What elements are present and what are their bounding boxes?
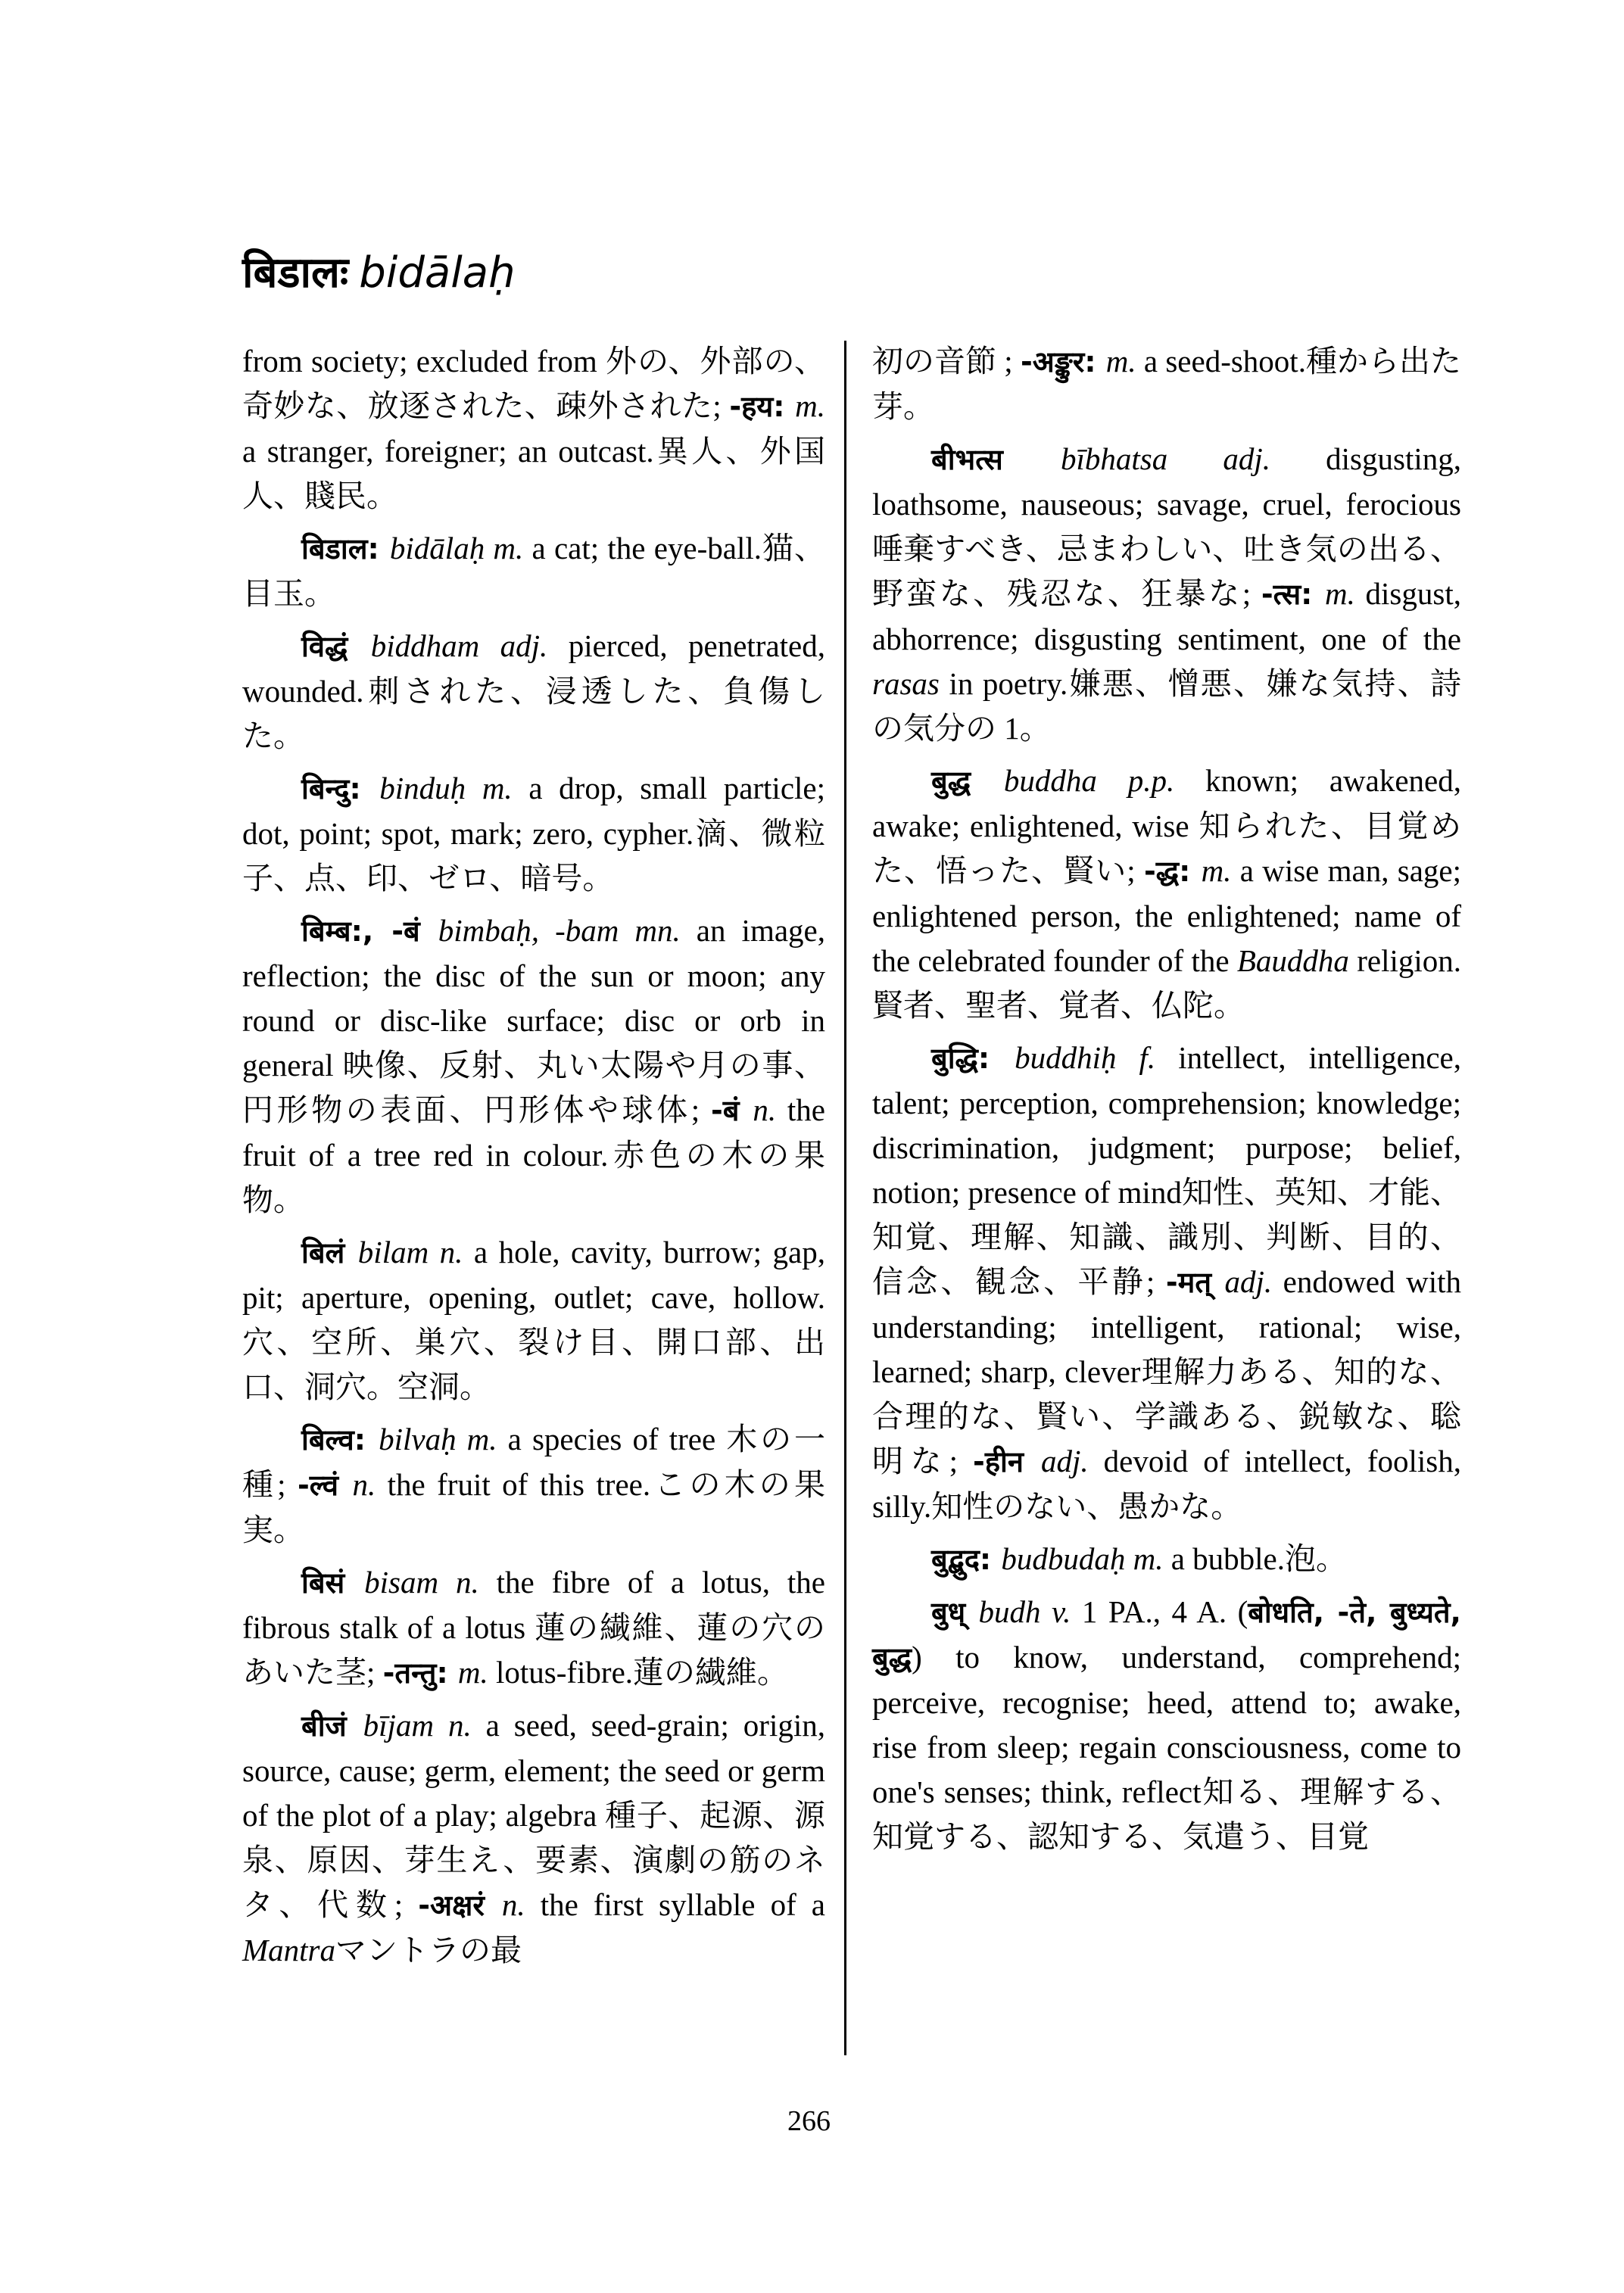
entry-text: 1 PA., 4 A. ( <box>1071 1594 1248 1629</box>
dictionary-entry <box>242 624 825 759</box>
entry-headword: -अङ्कुर: <box>1020 345 1106 379</box>
entry-text: a stranger, foreigner; an outcast.異人、外国人、賤民。 <box>242 434 825 513</box>
entry-headword: विद्धं <box>301 630 371 663</box>
entry-headword: बिन्दु: <box>301 772 380 805</box>
entry-headword: बिल्व: <box>301 1423 379 1456</box>
entry-text: ) to know, understand, comprehend; perceive, recognise; heed, attend to; awake, rise from sleep; regain consciousness, come to one's senses; think, reflect知る、理解する、知覚する、認知する、気遣う、目覚 <box>872 1640 1461 1854</box>
column-divider <box>844 341 846 2055</box>
entry-text: religion.賢者、聖者、覚者、仏陀。 <box>872 943 1461 1023</box>
entry-italic-text: m. <box>457 1655 488 1690</box>
entry-headword: -तन्तु: <box>382 1656 458 1690</box>
entry-italic-text: rasas <box>872 666 940 701</box>
dictionary-entry <box>872 759 1461 1028</box>
entry-text: a species of tree 木の一種; <box>242 1422 825 1502</box>
entry-headword: -मत् <box>1165 1266 1225 1299</box>
entry-headword: बिडाल: <box>301 532 390 565</box>
entry-text: a bubble.泡。 <box>1163 1541 1347 1576</box>
dictionary-entry <box>242 1230 825 1410</box>
entry-headword: बिलं <box>301 1236 358 1270</box>
entry-headword: बीभत्स <box>931 443 1061 476</box>
entry-text: the fibre of a lotus, the fibrous stalk of a lotus 蓮の繊維、蓮の穴のあいた茎; <box>242 1565 825 1690</box>
entry-italic-text: m. <box>795 388 826 423</box>
entry-headword: -ल्वं <box>298 1469 353 1502</box>
dictionary-entry <box>242 908 825 1223</box>
entry-italic-text: biddham adj. <box>370 628 548 663</box>
entry-italic-text: n. <box>352 1467 376 1502</box>
running-head-roman: bidālaḥ <box>359 248 516 298</box>
dictionary-entry <box>242 526 825 616</box>
entry-headword: बुध् <box>931 1596 979 1629</box>
entry-headword: बोधति, -ते, बुध्यते, बुद्ध <box>872 1596 1461 1675</box>
entry-italic-text: n. <box>753 1092 777 1127</box>
entry-headword: -बं <box>711 1094 753 1127</box>
entry-text: a seed-shoot.種から出た芽。 <box>872 344 1461 424</box>
entry-text: 初の音節 ; <box>872 344 1021 379</box>
entry-italic-text: bībhatsa adj. <box>1060 441 1270 476</box>
entry-text: pierced, penetrated, wounded.刺された、浸透した、負傷した。 <box>242 628 825 753</box>
entry-italic-text: bimbaḥ, -bam mn. <box>438 913 681 948</box>
entry-text: the fruit of this tree.この木の果実。 <box>242 1467 825 1547</box>
entry-text: from society; excluded from 外の、外部の、奇妙な、放逐された、疎外された; <box>242 344 825 423</box>
entry-text: a cat; the eye-ball.猫、目玉。 <box>242 531 825 611</box>
entry-italic-text: bidālaḥ m. <box>389 531 524 565</box>
entry-text: a hole, cavity, burrow; gap, pit; aperture, opening, outlet; cave, hollow.穴、空所、巣穴、裂け目、開口部、出口、洞穴。空洞。 <box>242 1235 825 1404</box>
entry-italic-text: buddha p.p. <box>1003 763 1175 798</box>
entry-italic-text: budh v. <box>978 1594 1071 1629</box>
entry-text: disgusting, loathsome, nauseous; savage, cruel, ferocious 唾棄すべき、忌まわしい、吐き気の出る、野蛮な、残忍な、狂暴な; <box>872 441 1461 611</box>
entry-italic-text: adj. <box>1224 1264 1273 1299</box>
entry-italic-text: m. <box>1105 344 1136 379</box>
entry-text: a seed, seed-grain; origin, source, cause; germ, element; the seed or germ of the plot of a play; algebra 種子、起源、源泉、原因、芽生え、要素、演劇の筋のネタ、代数; <box>242 1708 825 1922</box>
entry-headword: बुद्धि: <box>931 1042 1015 1075</box>
entry-text: the first syllable of a <box>525 1887 825 1922</box>
page-number: 266 <box>787 2105 831 2137</box>
entry-text: マントラの最 <box>335 1933 522 1967</box>
running-head <box>242 250 516 298</box>
dictionary-entry <box>242 1417 825 1553</box>
entry-italic-text: m. <box>1201 853 1232 888</box>
dictionary-entry <box>242 1703 825 1973</box>
entry-text: an image, reflection; the disc of the sun or moon; any round or disc-like surface; disc or orb in general 映像、反射、丸い太陽や月の事、円形物の表面、円形体や球体; <box>242 913 825 1127</box>
entry-italic-text: Mantra <box>242 1933 335 1967</box>
entry-headword: बिम्ब:, -बं <box>301 914 438 948</box>
entry-italic-text: adj. <box>1040 1444 1089 1478</box>
right-column <box>872 339 1461 1867</box>
dictionary-entry <box>242 766 825 901</box>
entry-italic-text: binduḥ m. <box>379 771 513 805</box>
dictionary-entry <box>872 437 1461 751</box>
entry-italic-text: bījam n. <box>363 1708 472 1743</box>
entry-headword: -द्ध: <box>1143 855 1202 888</box>
dictionary-entry <box>242 1560 825 1696</box>
dictionary-entry <box>872 1036 1461 1529</box>
entry-headword: बुद्बुद: <box>931 1543 1002 1576</box>
entry-headword: बीजं <box>301 1709 363 1743</box>
entry-headword: बिसं <box>301 1566 365 1600</box>
entry-italic-text: bilvaḥ m. <box>379 1422 497 1456</box>
entry-headword: बुद्ध <box>931 765 1004 798</box>
entry-italic-text: bilam n. <box>357 1235 463 1270</box>
entry-text: disgust, abhorrence; disgusting sentiment, one of the <box>872 576 1461 656</box>
entry-italic-text: bisam n. <box>364 1565 479 1600</box>
entry-headword: -हय: <box>729 390 796 423</box>
entry-headword: -त्स: <box>1261 578 1325 611</box>
entry-text: a drop, small particle; dot, point; spot, mark; zero, cypher.滴、微粒子、点、印、ゼロ、暗号。 <box>242 771 825 896</box>
dictionary-entry <box>872 339 1461 429</box>
entry-text: endowed with understanding; intelligent, rational; wise, learned; sharp, clever理解力ある、知的な、合理的な、賢い、学識ある、鋭敏な、聡明な; <box>872 1264 1462 1478</box>
entry-italic-text: buddhiḥ f. <box>1015 1040 1156 1075</box>
entry-italic-text: budbudaḥ m. <box>1001 1541 1164 1576</box>
entry-italic-text: Bauddha <box>1236 943 1349 978</box>
entry-text: in poetry.嫌悪、憎悪、嫌な気持、詩の気分の 1。 <box>872 666 1461 746</box>
dictionary-entry <box>872 1537 1461 1582</box>
entry-text: lotus-fibre.蓮の繊維。 <box>488 1655 789 1690</box>
entry-text: the fruit of a tree red in colour.赤色の木の果物。 <box>242 1092 825 1217</box>
entry-text: known; awakened, awake; enlightened, wise 知られた、目覚めた、悟った、賢い; <box>872 763 1462 888</box>
dictionary-entry <box>872 1590 1461 1859</box>
dictionary-entry <box>242 339 825 519</box>
running-head-devanagari: बिडालः <box>242 248 349 298</box>
entry-italic-text: n. <box>501 1887 525 1922</box>
entry-text: a wise man, sage; enlightened person, the enlightened; name of the celebrated founder of the <box>872 853 1462 978</box>
entry-text: intellect, intelligence, talent; perception, comprehension; knowledge; discrimination, judgment; purpose; belief, notion; presence of mind知性、英知、才能、知覚、理解、知識、識別、判断、目的、信念、観念、平静; <box>872 1040 1462 1299</box>
entry-italic-text: m. <box>1325 576 1355 611</box>
entry-text: devoid of intellect, foolish, silly.知性のない、愚かな。 <box>872 1444 1461 1524</box>
entry-headword: -अक्षरं <box>418 1889 502 1922</box>
left-column <box>242 339 825 1980</box>
entry-headword: -हीन <box>973 1445 1041 1478</box>
